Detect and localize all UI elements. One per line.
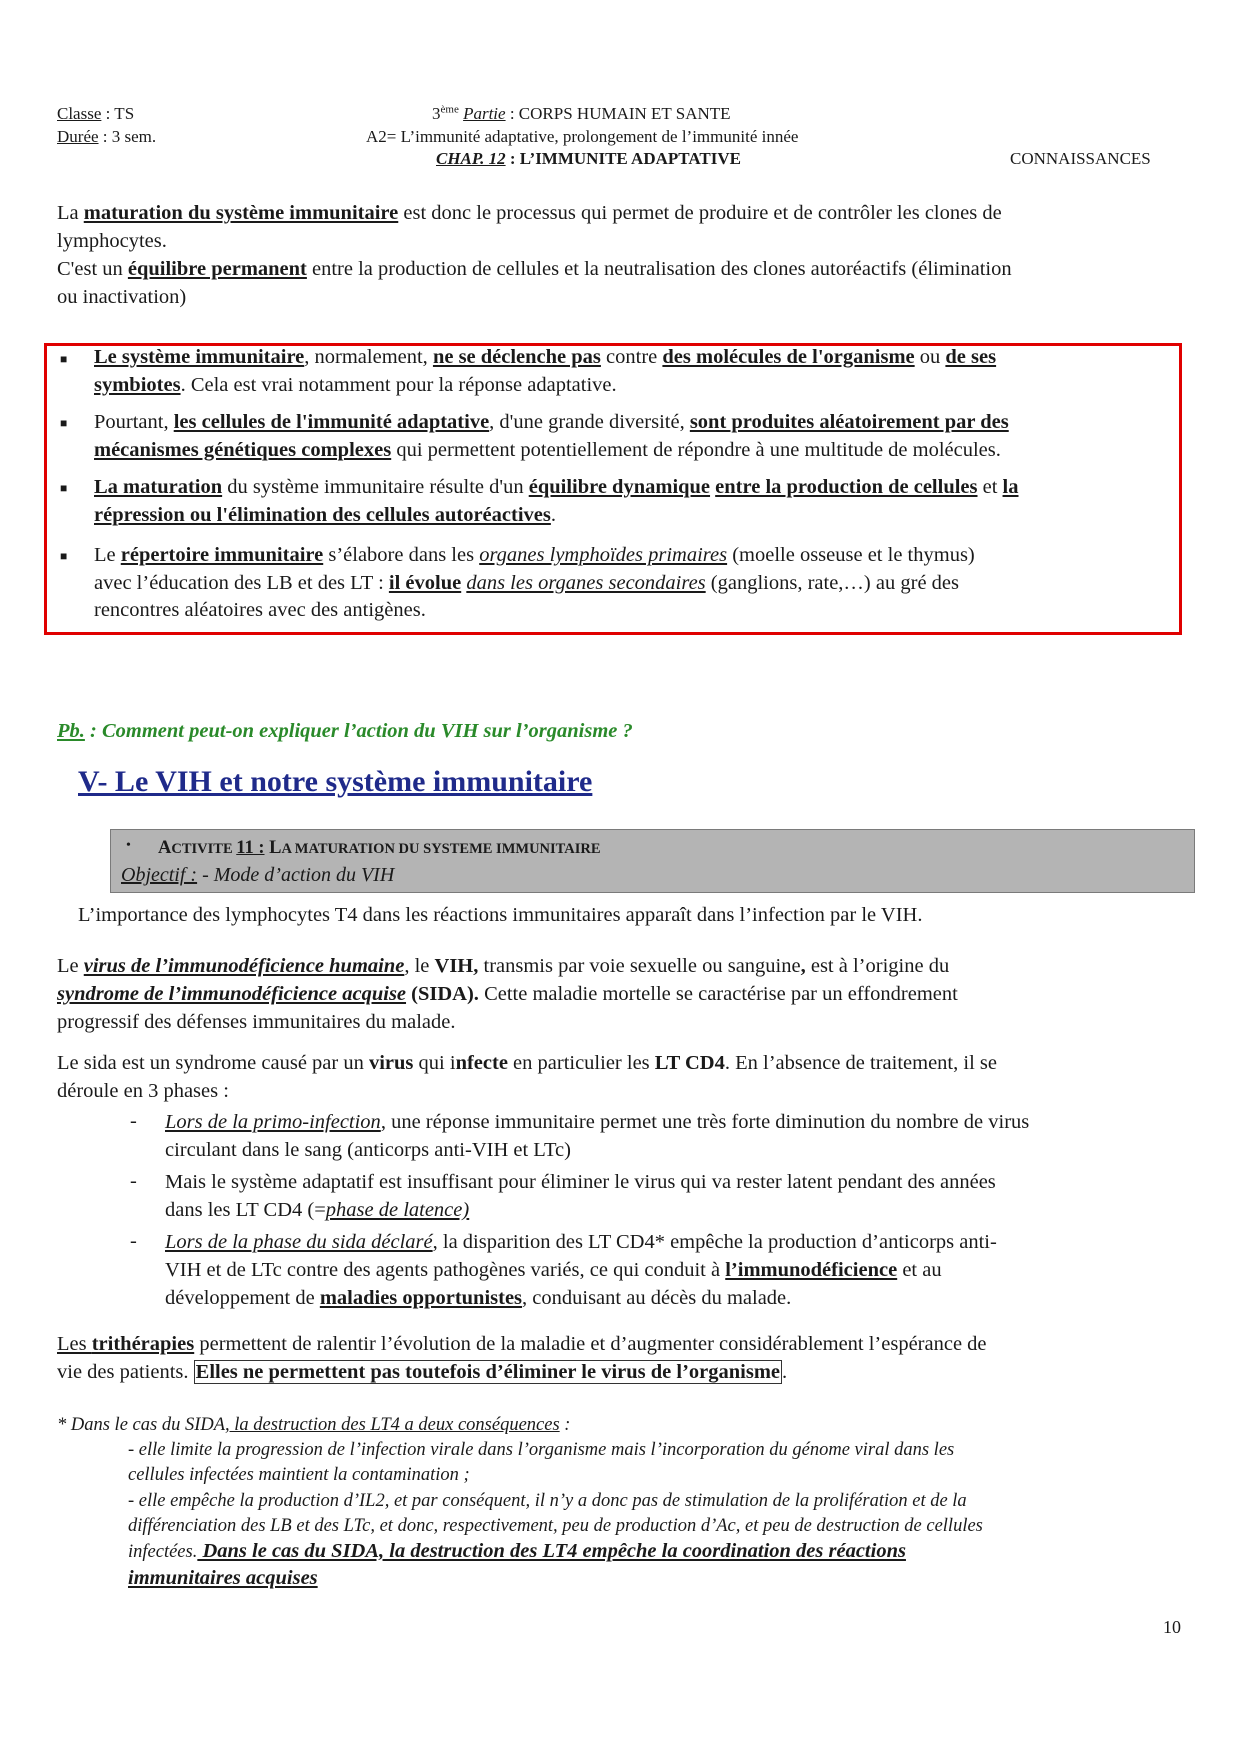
- footnote-line-5: différenciation des LB et des LTc, et donc, respectivement, peu de production d’Ac, et peu de destruction de cellules: [128, 1516, 983, 1536]
- intro-line-3: C'est un équilibre permanent entre la production de cellules et la neutralisation des clones autoréactifs (élimination: [57, 258, 1012, 280]
- vih-line-1: Le virus de l’immunodéficience humaine, le VIH, transmis par voie sexuelle ou sanguine, est à l’origine du: [57, 955, 950, 977]
- footnote-line-7: immunitaires acquises: [128, 1567, 318, 1589]
- phase-1-line-2: circulant dans le sang (anticorps anti-VIH et LTc): [165, 1139, 571, 1161]
- summary-bullet-2: Pourtant, les cellules de l'immunité adaptative, d'une grande diversité, sont produites aléatoirement par des mécanismes génétiques complexes qui permettent potentiellement de répondre à une multitude de molécules.: [94, 411, 1009, 461]
- dash-bullet: -: [130, 1170, 137, 1192]
- section-title: V- Le VIH et notre système immunitaire: [78, 765, 593, 798]
- vih-line-3: progressif des défenses immunitaires du malade.: [57, 1011, 456, 1033]
- summary-bullet-1: Le système immunitaire, normalement, ne se déclenche pas contre des molécules de l'organisme ou de ses symbiotes. Cela est vrai notamment pour la réponse adaptative.: [94, 346, 997, 396]
- summary-bullet-3: La maturation du système immunitaire résulte d'un équilibre dynamique entre la production de cellules et la répression ou l'élimination des cellules autoréactives.: [94, 476, 1019, 526]
- dash-bullet: -: [130, 1110, 137, 1132]
- square-bullet-icon: ■: [60, 416, 68, 430]
- square-bullet-icon: ■: [60, 481, 68, 495]
- highlighted-conclusion: Elles ne permettent pas toutefois d’éliminer le virus de l’organisme: [195, 1361, 781, 1383]
- phase-3-line-2: VIH et de LTc contre des agents pathogènes variés, ce qui conduit à l’immunodéficience et au: [165, 1259, 942, 1281]
- trith-line-2: vie des patients. Elles ne permettent pas toutefois d’éliminer le virus de l’organisme.: [57, 1361, 788, 1383]
- header-duree: Durée : 3 sem.: [57, 127, 157, 146]
- intro-line-2: lymphocytes.: [57, 230, 167, 252]
- activity-objective: Objectif : - Mode d’action du VIH: [121, 864, 395, 886]
- header-partie: 3ème Partie : CORPS HUMAIN ET SANTE: [432, 103, 731, 123]
- header-subtitle: A2= L’immunité adaptative, prolongement de l’immunité innée: [366, 127, 799, 146]
- activity-title: ACTIVITE 11 : LA MATURATION DU SYSTEME IMMUNITAIRE: [158, 838, 601, 858]
- footnote-line-4: - elle empêche la production d’IL2, et par conséquent, il n’y a donc pas de stimulation de la prolifération et de la: [128, 1491, 967, 1511]
- problem-statement: Pb. : Comment peut-on expliquer l’action du VIH sur l’organisme ?: [57, 720, 633, 742]
- footnote-line-2: - elle limite la progression de l’infection virale dans l’organisme mais l’incorporation du génome viral dans les: [128, 1440, 955, 1460]
- phase-2-line-1: Mais le système adaptatif est insuffisant pour éliminer le virus qui va rester latent pendant des années: [165, 1171, 996, 1193]
- chapter-title: CHAP. 12 : L’IMMUNITE ADAPTATIVE: [436, 149, 741, 168]
- footnote-line-3: cellules infectées maintient la contamination ;: [128, 1465, 470, 1485]
- intro-line-1: La maturation du système immunitaire est donc le processus qui permet de produire et de contrôler les clones de: [57, 202, 1002, 224]
- dash-bullet: -: [130, 1230, 137, 1252]
- trith-line-1: Les trithérapies permettent de ralentir l’évolution de la maladie et d’augmenter considérablement l’espérance de: [57, 1333, 987, 1355]
- lead-paragraph: L’importance des lymphocytes T4 dans les réactions immunitaires apparaît dans l’infection par le VIH.: [78, 904, 923, 926]
- phase-1-line-1: Lors de la primo-infection, une réponse immunitaire permet une très forte diminution du nombre de virus: [165, 1111, 1030, 1133]
- summary-bullet-4: Le répertoire immunitaire s’élabore dans les organes lymphoïdes primaires (moelle osseuse et le thymus) avec l’éducation des LB et des LT : il évolue dans les organes secondaires (ganglions, rate,…) au gré des rencontres aléatoires avec des antigènes.: [94, 544, 975, 621]
- phase-3-line-1: Lors de la phase du sida déclaré, la disparition des LT CD4* empêche la production d’anticorps anti-: [165, 1231, 997, 1253]
- square-bullet-icon: ■: [60, 352, 68, 366]
- phase-2-line-2: dans les LT CD4 (=phase de latence): [165, 1199, 470, 1221]
- sida-line-1: Le sida est un syndrome causé par un virus qui infecte en particulier les LT CD4. En l’absence de traitement, il se: [57, 1052, 997, 1074]
- header-classe: Classe : TS: [57, 104, 135, 123]
- bullet-dot-icon: •: [126, 838, 131, 853]
- sida-line-2: déroule en 3 phases :: [57, 1080, 229, 1102]
- footnote-line-1: * Dans le cas du SIDA, la destruction des LT4 a deux conséquences :: [57, 1415, 571, 1435]
- square-bullet-icon: ■: [60, 549, 68, 563]
- intro-line-4: ou inactivation): [57, 286, 187, 308]
- page-number: 10: [1163, 1617, 1181, 1637]
- vih-line-2: syndrome de l’immunodéficience acquise (SIDA). Cette maladie mortelle se caractérise par un effondrement: [57, 983, 958, 1005]
- footnote-line-6: infectées. Dans le cas du SIDA, la destruction des LT4 empêche la coordination des réactions: [128, 1540, 906, 1562]
- phase-3-line-3: développement de maladies opportunistes, conduisant au décès du malade.: [165, 1287, 792, 1309]
- header-connaissances: CONNAISSANCES: [1010, 149, 1151, 168]
